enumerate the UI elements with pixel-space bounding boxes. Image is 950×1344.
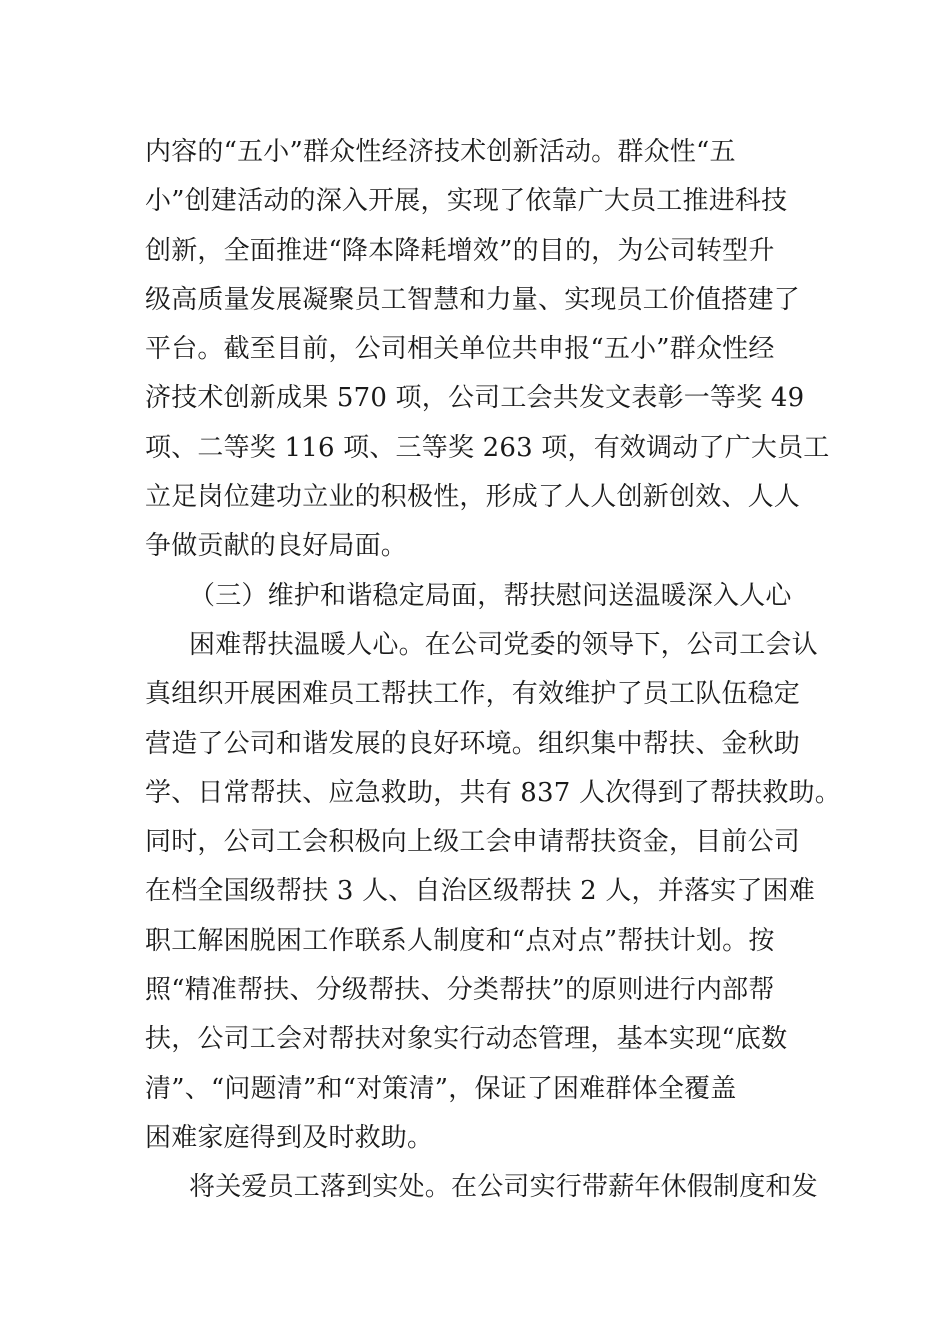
text-line: 清”、“问题清”和“对策清”，保证了困难群体全覆盖 — [145, 1073, 737, 1104]
paragraph-start-line: 困难帮扶温暖人心。在公司党委的领导下，公司工会认 — [189, 629, 818, 660]
section-heading: （三）维护和谐稳定局面，帮扶慰问送温暖深入人心 — [189, 580, 792, 611]
text-line: 学、日常帮扶、应急救助，共有 837 人次得到了帮扶救助。 — [145, 777, 841, 808]
text-line: 在档全国级帮扶 3 人、自治区级帮扶 2 人，并落实了困难 — [145, 876, 815, 907]
text-line: 争做贡献的良好局面。 — [145, 531, 408, 562]
text-line: 级高质量发展凝聚员工智慧和力量、实现员工价值搭建了 — [145, 284, 801, 315]
text-line: 立足岗位建功立业的积极性，形成了人人创新创效、人人 — [145, 482, 801, 513]
text-line: 扶，公司工会对帮扶对象实行动态管理，基本实现“底数 — [145, 1024, 788, 1055]
paragraph-start-line: 将关爱员工落到实处。在公司实行带薪年休假制度和发 — [189, 1172, 818, 1203]
text-line: 照“精准帮扶、分级帮扶、分类帮扶”的原则进行内部帮 — [145, 975, 775, 1006]
text-line: 职工解困脱困工作联系人制度和“点对点”帮扶计划。按 — [145, 925, 775, 956]
text-line: 困难家庭得到及时救助。 — [145, 1122, 434, 1153]
text-line: 济技术创新成果 570 项，公司工会共发文表彰一等奖 49 — [145, 383, 805, 414]
text-line: 创新，全面推进“降本降耗增效”的目的，为公司转型升 — [145, 235, 775, 266]
text-line: 营造了公司和谐发展的良好环境。组织集中帮扶、金秋助 — [145, 728, 801, 759]
text-line: 小”创建活动的深入开展，实现了依靠广大员工推进科技 — [145, 186, 788, 217]
text-line: 平台。截至目前，公司相关单位共申报“五小”群众性经 — [145, 334, 775, 365]
text-line: 项、二等奖 116 项、三等奖 263 项，有效调动了广大员工 — [145, 432, 830, 463]
text-line: 内容的“五小”群众性经济技术创新活动。群众性“五 — [145, 137, 736, 167]
text-line: 真组织开展困难员工帮扶工作，有效维护了员工队伍稳定 — [145, 679, 801, 710]
document-body — [145, 128, 841, 1213]
text-line: 同时，公司工会积极向上级工会申请帮扶资金，目前公司 — [145, 827, 801, 858]
